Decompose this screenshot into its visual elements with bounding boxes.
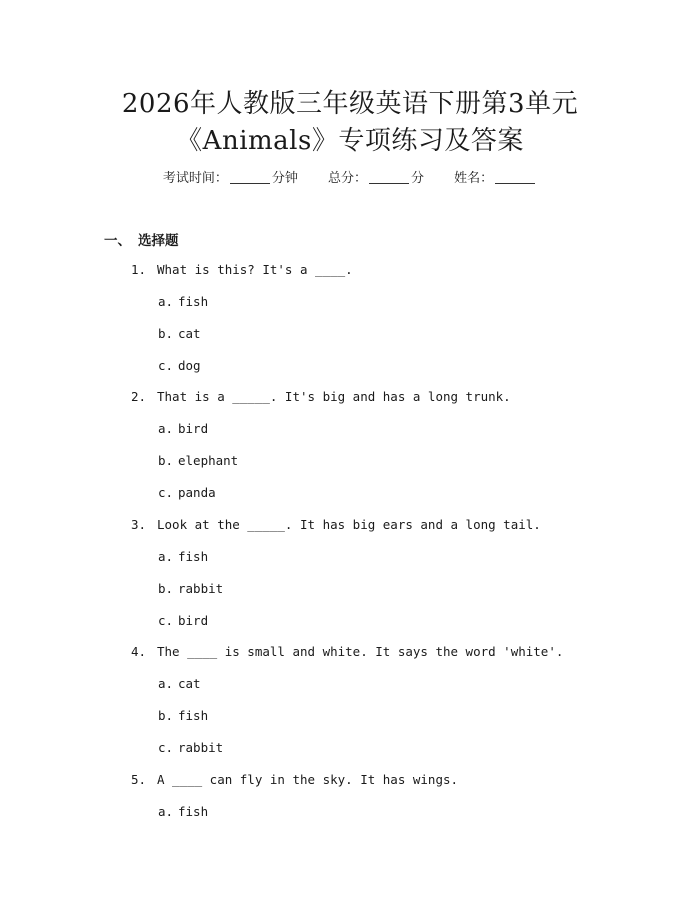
question-3-option-a [158,549,208,564]
exam-time-blank [230,171,270,184]
question-4-option-c [158,740,223,755]
question-2-option-c [158,485,216,500]
option-text: cat [178,676,201,691]
option-text: cat [178,326,201,341]
option-label: b. [158,581,174,596]
option-label: b. [158,326,174,341]
total-score-blank [369,171,409,184]
question-number: 4. [131,644,147,659]
document-title-line-1: 2026年人教版三年级英语下册第3单元 [121,89,579,119]
option-text: bird [178,613,209,628]
question-number: 1. [131,262,147,277]
question-4-option-b [158,708,208,723]
option-label: c. [158,358,174,373]
option-label: a. [158,676,174,691]
question-text: Look at the _____. It has big ears and a long tail. [157,517,541,532]
section-heading [104,229,179,249]
question-5 [131,772,458,787]
option-label: c. [158,485,174,500]
option-text: panda [178,485,216,500]
exam-time-label: 考试时间： [162,171,228,186]
option-text: fish [178,549,209,564]
option-text: fish [178,708,209,723]
document-title-line-2: 《Animals》专项练习及答案 [176,126,524,156]
total-score-unit: 分 [411,171,425,186]
student-name-field [454,167,537,186]
question-text: What is this? It's a ____. [157,262,353,277]
question-2-option-b [158,453,238,468]
option-label: a. [158,421,174,436]
question-text: The ____ is small and white. It says the word 'white'. [157,644,564,659]
option-text: bird [178,421,209,436]
option-text: rabbit [178,581,224,596]
exam-time-field [163,167,298,186]
option-label: a. [158,549,174,564]
question-2-option-a [158,421,208,436]
question-5-option-a [158,804,208,819]
question-2 [131,389,511,404]
question-number: 3. [131,517,147,532]
option-text: fish [178,294,209,309]
option-text: elephant [178,453,239,468]
option-label: b. [158,708,174,723]
total-score-field [328,167,424,186]
section-number: 一、 [104,233,131,249]
section-title: 选择题 [138,233,179,249]
student-name-blank [495,171,535,184]
question-text: That is a _____. It's big and has a long trunk. [157,389,511,404]
question-4 [131,644,563,659]
question-1 [131,262,353,277]
student-name-label: 姓名： [454,171,494,186]
exam-meta-row [0,167,700,186]
question-1-option-c [158,358,201,373]
question-number: 5. [131,772,147,787]
option-text: rabbit [178,740,224,755]
question-4-option-a [158,676,201,691]
question-3-option-c [158,613,208,628]
option-text: dog [178,358,201,373]
question-1-option-b [158,326,201,341]
question-3 [131,517,541,532]
total-score-label: 总分： [327,171,367,186]
option-label: b. [158,453,174,468]
option-label: c. [158,740,174,755]
option-text: fish [178,804,209,819]
option-label: c. [158,613,174,628]
question-3-option-b [158,581,223,596]
question-number: 2. [131,389,147,404]
option-label: a. [158,294,174,309]
question-1-option-a [158,294,208,309]
question-text: A ____ can fly in the sky. It has wings. [157,772,459,787]
option-label: a. [158,804,174,819]
exam-time-unit: 分钟 [271,171,298,186]
